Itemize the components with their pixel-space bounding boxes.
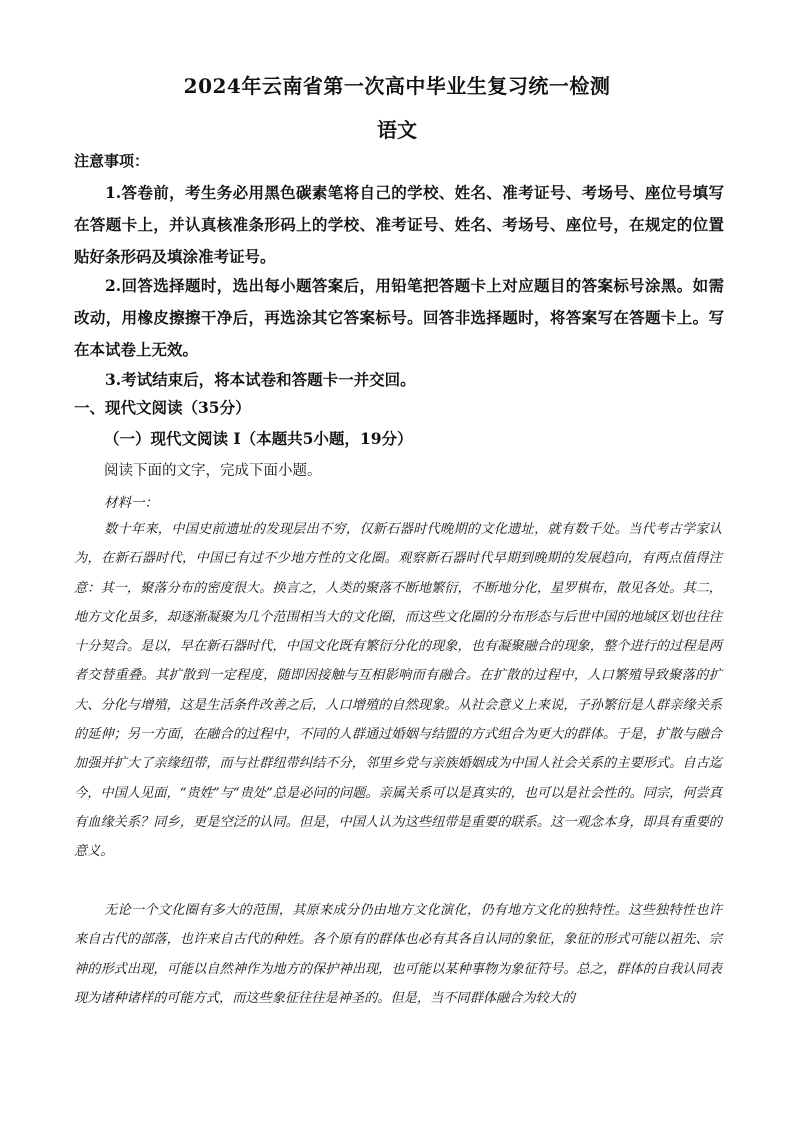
material-paragraph-2: 无论一个文化圈有多大的范围，其原来成分仍由地方文化演化，仍有地方文化的独特性。这些独特性也许来自古代的部落，也许来自古代的种姓。各个原有的群体也必有其各自认同的象征，象征的形式可能以祖先、宗神的形式出现，可能以自然神作为地方的保护神出现，也可能以某种事物为象征符号。总之，群体的自我认同表现为诸种诸样的可能方式，而这些象征往往是神圣的。但是，当不同群体融合为较大的 <box>74 903 722 1006</box>
material-label: 材料一： <box>104 495 158 511</box>
notice-heading: 注意事项： <box>74 152 150 170</box>
subsection-heading: （一）现代文阅读 I（本题共5小题，19分） <box>104 429 413 448</box>
notice-item-2: 2.回答选择题时，选出每小题答案后，用铅笔把答题卡上对应题目的答案标号涂黑。如需改动，用橡皮擦擦干净后，再选涂其它答案标号。回答非选择题时，将答案写在答题卡上。写在本试卷上无效。 <box>74 276 724 359</box>
exam-title: 2024年云南省第一次高中毕业生复习统一检测 <box>183 74 611 98</box>
reading-instruction: 阅读下面的文字，完成下面小题。 <box>104 463 322 479</box>
notice-item-1: 1.答卷前，考生务必用黑色碳素笔将自己的学校、姓名、准考证号、考场号、座位号填写在答题卡上，并认真核准条形码上的学校、准考证号、姓名、考场号、座位号，在规定的位置贴好条形码及填涂准考证号。 <box>74 183 724 266</box>
section-heading: 一、现代文阅读（35分） <box>74 398 251 417</box>
notice-item-3: 3.考试结束后，将本试卷和答题卡一并交回。 <box>105 370 416 389</box>
material-paragraph-1: 数十年来，中国史前遗址的发现层出不穷，仅新石器时代晚期的文化遗址，就有数千处。当代考古学家认为，在新石器时代，中国已有过不少地方性的文化圈。观察新石器时代早期到晚期的发展趋向，有两点值得注意：其一，聚落分布的密度很大。换言之，人类的聚落不断地繁衍，不断地分化，星罗棋布，散见各处。其二，地方文化虽多，却逐渐凝聚为几个范围相当大的文化圈，而这些文化圈的分布形态与后世中国的地域区划也往往十分契合。是以，早在新石器时代，中国文化既有繁衍分化的现象，也有凝聚融合的现象，整个进行的过程是两者交替重叠。其扩散到一定程度，随即因接触与互相影响而有融合。在扩散的过程中，人口繁殖导致聚落的扩大、分化与增殖，这是生活条件改善之后，人口增殖的自然现象。从社会意义上来说，子孙繁衍是人群亲缘关系的延伸；另一方面，在融合的过程中，不同的人群通过婚姻与结盟的方式组合为更大的群体。于是，扩散与融合加强并扩大了亲缘纽带，而与社群纽带纠结不分，邻里乡党与亲族婚姻成为中国人社会关系的主要形式。自古迄今，中国人见面，“贵姓”与“贵处”总是必问的问题。亲属关系可以是真实的，也可以是社会性的。同宗，何尝真有血缘关系？同乡，更是空泛的认同。但是，中国人认为这些纽带是重要的联系。这一观念本身，即具有重要的意义。 <box>74 522 722 860</box>
exam-subject: 语文 <box>377 118 417 142</box>
